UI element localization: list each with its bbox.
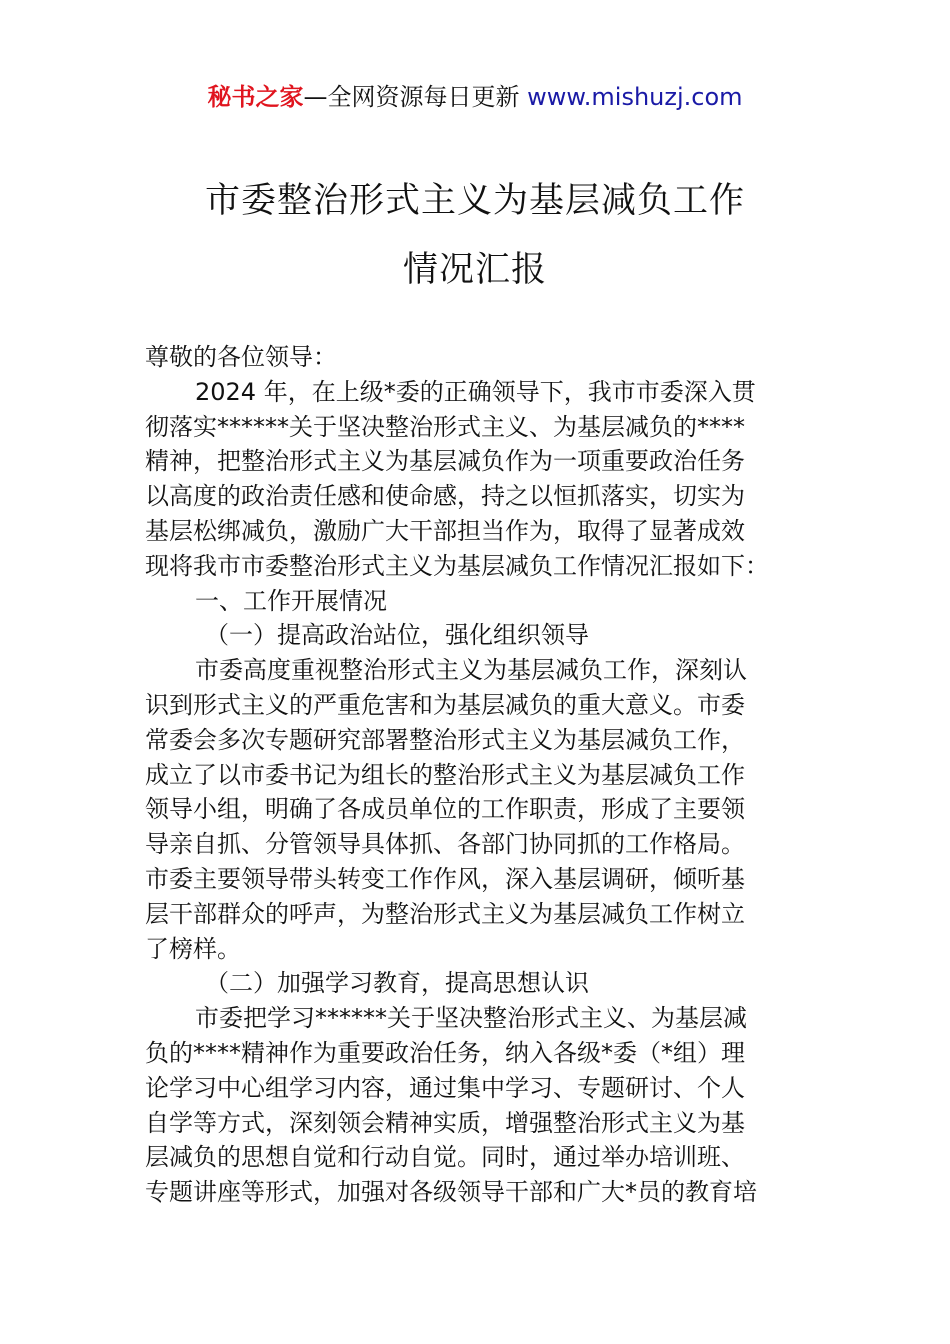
- subsection-heading: （二）加强学习教育，提高思想认识: [205, 969, 589, 998]
- site-url-link[interactable]: www.mishuzj.com: [527, 83, 743, 111]
- document-body: [145, 340, 810, 1210]
- body-line: 层干部群众的呼声，为整治形式主义为基层减负工作树立: [145, 899, 745, 928]
- body-line: 识到形式主义的严重危害和为基层减负的重大意义。市委: [145, 690, 745, 719]
- body-line: 成立了以市委书记为组长的整治形式主义为基层减负工作: [145, 760, 745, 789]
- body-line: 负的****精神作为重要政治任务，纳入各级*委（*组）理: [145, 1038, 745, 1067]
- body-line: 市委主要领导带头转变工作作风，深入基层调研，倾听基: [145, 864, 745, 893]
- body-line: 现将我市市委整治形式主义为基层减负工作情况汇报如下：: [145, 551, 769, 580]
- body-line: 以高度的政治责任感和使命感，持之以恒抓落实，切实为: [145, 482, 745, 511]
- body-line: 彻落实******关于坚决整治形式主义、为基层减负的****: [145, 412, 745, 441]
- body-line: 了榜样。: [145, 934, 241, 963]
- body-line: 导亲自抓、分管领导具体抓、各部门协同抓的工作格局。: [145, 830, 745, 859]
- subsection-heading: （一）提高政治站位，强化组织领导: [205, 621, 589, 650]
- body-line: 市委把学习******关于坚决整治形式主义、为基层减: [195, 1004, 747, 1033]
- site-slogan: —全网资源每日更新: [303, 83, 528, 111]
- body-line: 精神，把整治形式主义为基层减负作为一项重要政治任务: [145, 447, 745, 476]
- document-title-line-2: 情况汇报: [402, 250, 547, 290]
- body-line: 市委高度重视整治形式主义为基层减负工作，深刻认: [195, 656, 747, 685]
- site-brand: 秘书之家: [207, 83, 304, 111]
- body-line: 专题讲座等形式，加强对各级领导干部和广大*员的教育培: [145, 1178, 757, 1207]
- body-line: 基层松绑减负，激励广大干部担当作为，取得了显著成效: [145, 516, 745, 545]
- body-line: 领导小组，明确了各成员单位的工作职责，形成了主要领: [145, 795, 745, 824]
- salutation: 尊敬的各位领导：: [145, 343, 337, 371]
- section-heading: 一、工作开展情况: [195, 586, 387, 615]
- body-line: 论学习中心组学习内容，通过集中学习、专题研讨、个人: [145, 1073, 745, 1102]
- site-header: [0, 82, 950, 112]
- body-line: 2024 年，在上级*委的正确领导下，我市市委深入贯: [195, 377, 756, 406]
- body-line: 常委会多次专题研究部署整治形式主义为基层减负工作，: [145, 725, 745, 754]
- body-line: 自学等方式，深刻领会精神实质，增强整治形式主义为基: [145, 1108, 745, 1137]
- document-title-line-1: 市委整治形式主义为基层减负工作: [204, 181, 745, 221]
- body-line: 层减负的思想自觉和行动自觉。同时，通过举办培训班、: [145, 1143, 745, 1172]
